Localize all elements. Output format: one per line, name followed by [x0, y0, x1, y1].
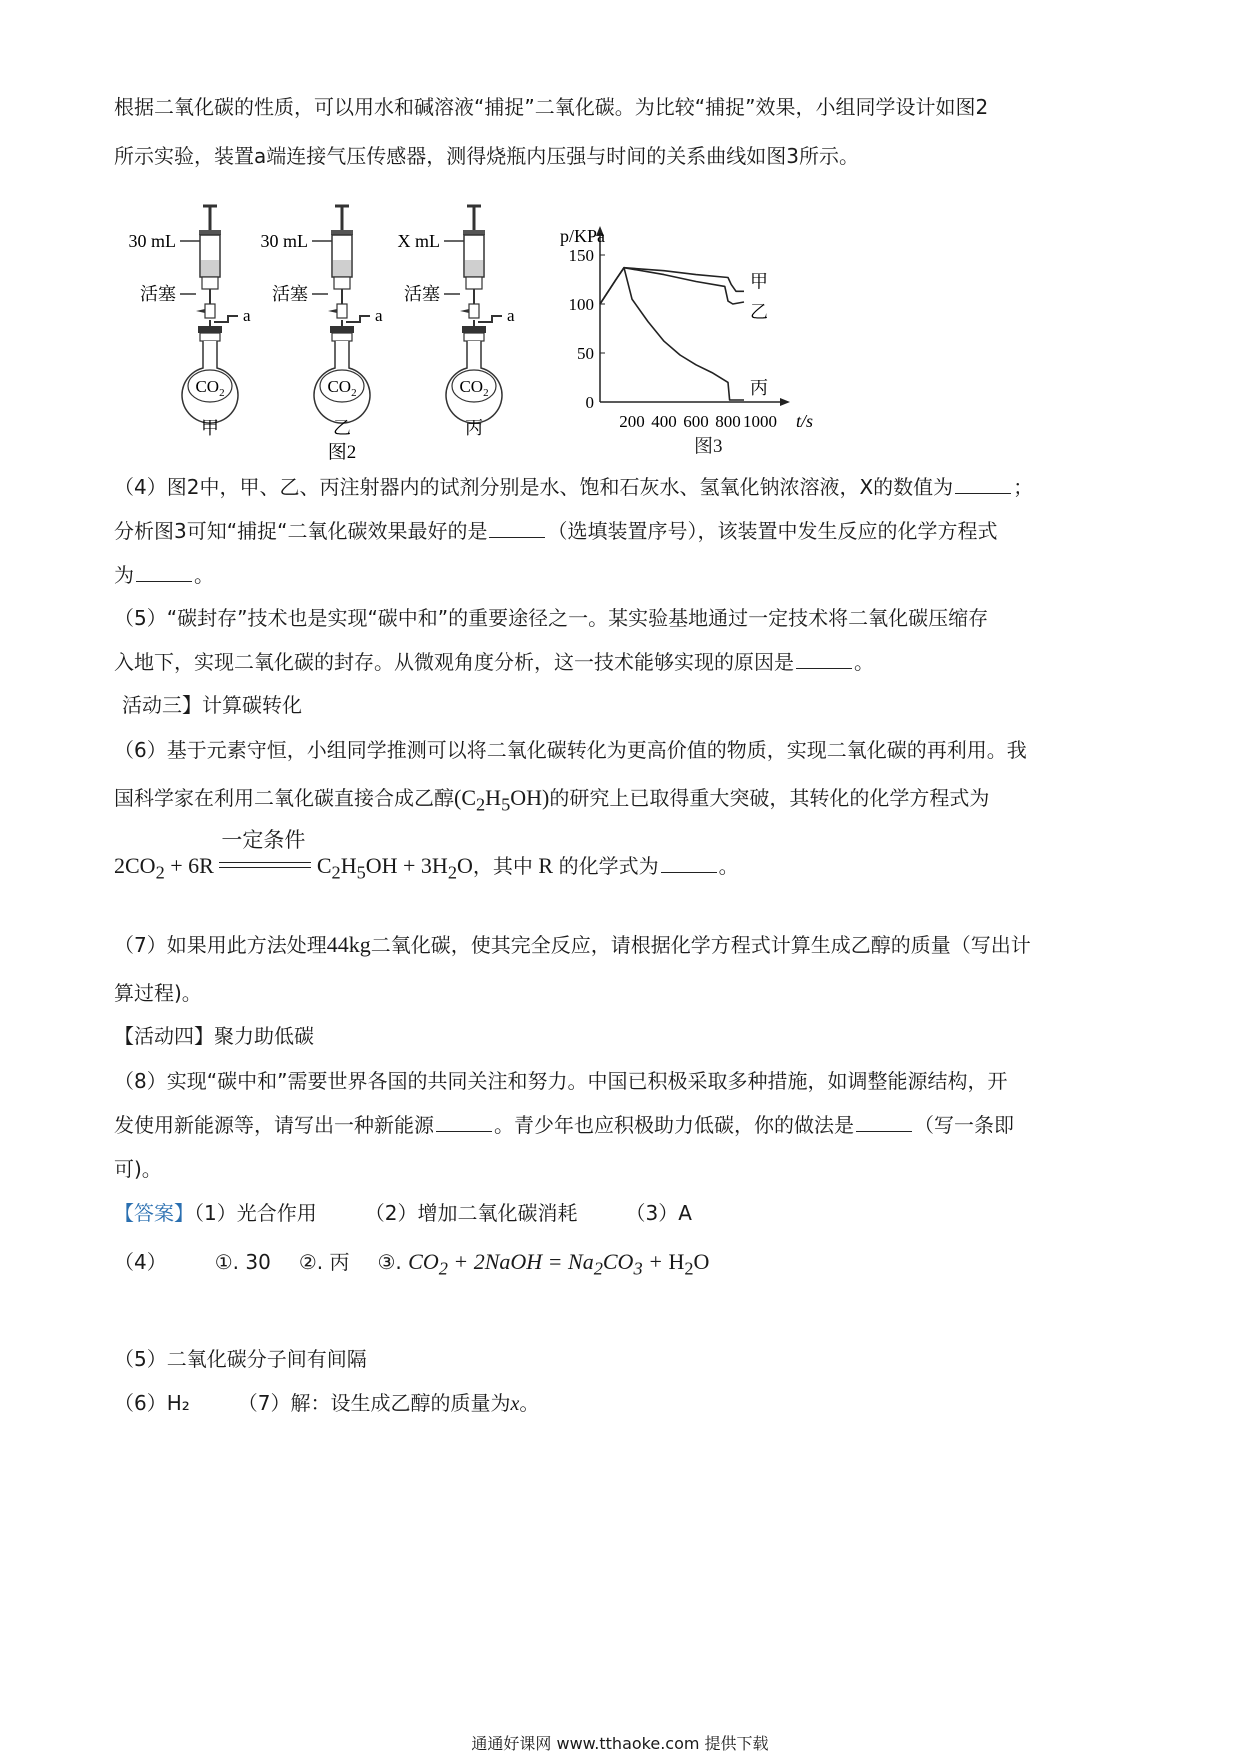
q4-text-3a: 为 [114, 563, 134, 587]
q6-text-2a: 国科学家在利用二氧化碳直接合成乙醇 [114, 786, 454, 810]
q5-blank-reason[interactable] [796, 650, 852, 669]
q7-text-1a: （7）如果用此方法处理 [114, 933, 327, 957]
answer-3: （3）A [625, 1201, 692, 1225]
figure-2-apparatus [110, 200, 590, 500]
syringe-volume-label-1: 30 mL [128, 231, 176, 251]
q7-line-1 [114, 930, 1031, 960]
x-tick-label-1000: 1000 [743, 412, 777, 431]
y-tick-label-100: 100 [568, 295, 594, 314]
q8-line-3: 可)。 [114, 1157, 162, 1181]
q4-text-1-end: ； [1013, 475, 1034, 499]
activity-4-heading: 【活动四】聚力助低碳 [114, 1024, 314, 1048]
q8-line-1: （8）实现“碳中和”需要世界各国的共同关注和努力。中国已积极采取多种措施，如调整能源结构，开 [114, 1069, 1008, 1093]
series-line-2 [600, 268, 744, 304]
syringe-volume-label-2: 30 mL [260, 231, 308, 251]
apparatus-name-2: 乙 [333, 418, 351, 438]
y-tick-label-150: 150 [568, 246, 594, 265]
valve-label-3: 活塞 [404, 284, 440, 304]
q7-text-1b: 二氧化碳，使其完全反应，请根据化学方程式计算生成乙醇的质量（写出计 [370, 933, 1031, 957]
eq-condition-arrow [219, 827, 311, 878]
q4-text-3b: 。 [194, 563, 214, 587]
eq-left: $2CO_2 + 6R$ [114, 853, 214, 883]
q8-blank-energy[interactable] [436, 1113, 492, 1132]
q5-line-2 [114, 647, 874, 677]
eq-right: $C_2H_5OH + 3H_2O$ [316, 853, 473, 883]
answer-6: （6）H₂ [114, 1391, 190, 1415]
q5-text-2a: 入地下，实现二氧化碳的封存。从微观角度分析，这一技术能够实现的原因是 [114, 650, 794, 674]
x-tick-label-200: 200 [619, 412, 645, 431]
answer-5: （5）二氧化碳分子间有间隔 [114, 1347, 367, 1371]
q6-line-1: （6）基于元素守恒，小组同学推测可以将二氧化碳转化为更高价值的物质，实现二氧化碳的再利用。我 [114, 738, 1027, 762]
q7-mass: 44kg [326, 932, 371, 957]
q4-line-2 [114, 516, 997, 546]
y-tick-label-0: 0 [585, 393, 594, 412]
intro-line-1: 根据二氧化碳的性质，可以用水和碱溶液“捕捉”二氧化碳。为比较“捕捉”效果，小组同学设计如图2 [114, 95, 989, 119]
q4-blank-equation[interactable] [136, 563, 192, 582]
q6-blank-r[interactable] [661, 854, 717, 873]
q8-line-2 [114, 1110, 1014, 1140]
answer-7-end: 。 [519, 1391, 540, 1415]
y-tick-label-50: 50 [577, 344, 594, 363]
answer-4-1: ①. 30 [214, 1250, 271, 1274]
series-label-2: 乙 [750, 302, 768, 323]
figure-3-chart [560, 222, 920, 467]
q8-text-2a: 发使用新能源等，请写出一种新能源 [114, 1113, 434, 1137]
q6-text-2b: 的研究上已取得重大突破，其转化的化学方程式为 [549, 786, 990, 810]
eq-tail-r: R [538, 853, 554, 878]
figure-3-caption: 图3 [694, 436, 723, 457]
flask-co2-label-1: $CO_2$ [195, 377, 225, 399]
answers-line-4 [114, 1247, 709, 1283]
answer-4-2: ②. 丙 [298, 1250, 350, 1274]
q8-blank-action[interactable] [856, 1113, 912, 1132]
series-line-3 [600, 268, 744, 400]
x-tick-label-400: 400 [651, 412, 677, 431]
activity-3-heading: 活动三】计算碳转化 [122, 693, 302, 717]
q4-text-2b: （选填装置序号），该装置中发生反应的化学方程式 [547, 519, 998, 543]
x-axis-label: t/s [796, 411, 814, 431]
answer-tag: 【答案】 [114, 1201, 194, 1225]
answers-line-1 [114, 1198, 692, 1228]
valve-label-1: 活塞 [140, 284, 176, 304]
q6-line-2 [114, 783, 989, 819]
eq-tail-a: ，其中 [472, 854, 533, 878]
q8-text-2b: 。青少年也应积极助力低碳，你的做法是 [494, 1113, 854, 1137]
syringe-volume-label-3: X mL [397, 231, 440, 251]
port-label-1: a [243, 306, 251, 325]
apparatus-name-3: 丙 [465, 418, 483, 438]
port-label-3: a [507, 306, 515, 325]
port-label-2: a [375, 306, 383, 325]
q4-line-3 [114, 560, 214, 590]
x-axis-arrow [780, 398, 790, 406]
page-footer: 通通好课网 www.tthaoke.com 提供下载 [471, 1734, 769, 1753]
ethanol-equation [114, 827, 739, 883]
ethanol-formula: $(C_2H_5OH)$ [454, 785, 550, 815]
figure-2-caption: 图2 [327, 442, 357, 463]
valve-label-2: 活塞 [272, 284, 308, 304]
eq-tail-b: 的化学式为 [558, 854, 659, 878]
answer-4-3: ③. [377, 1250, 402, 1274]
intro-line-2: 所示实验，装置a端连接气压传感器，测得烧瓶内压强与时间的关系曲线如图3所示。 [114, 144, 859, 168]
y-axis-label: p/KPa [560, 226, 605, 246]
series-label-3: 丙 [750, 378, 768, 399]
q5-text-2b: 。 [854, 650, 874, 674]
q4-text-1: （4）图2中，甲、乙、丙注射器内的试剂分别是水、饱和石灰水、氢氧化钠浓溶液，X的数值为 [114, 475, 954, 499]
x-tick-label-800: 800 [715, 412, 741, 431]
answer-2: （2）增加二氧化碳消耗 [364, 1201, 578, 1225]
answer-1: （1）光合作用 [194, 1201, 317, 1225]
series-label-1: 甲 [750, 271, 768, 292]
answer-4-equation: $CO_2$ + 2NaOH = $Na_2CO_3 + H_2O$ [408, 1249, 710, 1279]
eq-tail-end: 。 [718, 854, 739, 878]
answers-line-6 [114, 1388, 539, 1419]
q4-blank-device[interactable] [489, 519, 545, 538]
answer-7-var: x [510, 1393, 520, 1415]
answer-7: （7）解：设生成乙醇的质量为 [237, 1391, 511, 1415]
q4-line-1 [114, 472, 1033, 502]
q4-blank-x[interactable] [955, 475, 1011, 494]
q7-line-2: 算过程)。 [114, 981, 202, 1005]
apparatus-name-1: 甲 [201, 418, 219, 438]
flask-co2-label-2: $CO_2$ [327, 377, 357, 399]
eq-condition: 一定条件 [221, 827, 306, 852]
q4-text-2a: 分析图3可知“捕捉“二氧化碳效果最好的是 [114, 519, 488, 543]
q5-line-1: （5）“碳封存”技术也是实现“碳中和”的重要途径之一。某实验基地通过一定技术将二氧化碳压缩存 [114, 606, 989, 630]
x-tick-label-600: 600 [683, 412, 709, 431]
q8-text-2c: （写一条即 [914, 1113, 1014, 1137]
flask-co2-label-3: $CO_2$ [459, 377, 489, 399]
answer-4-label: （4） [114, 1250, 167, 1274]
